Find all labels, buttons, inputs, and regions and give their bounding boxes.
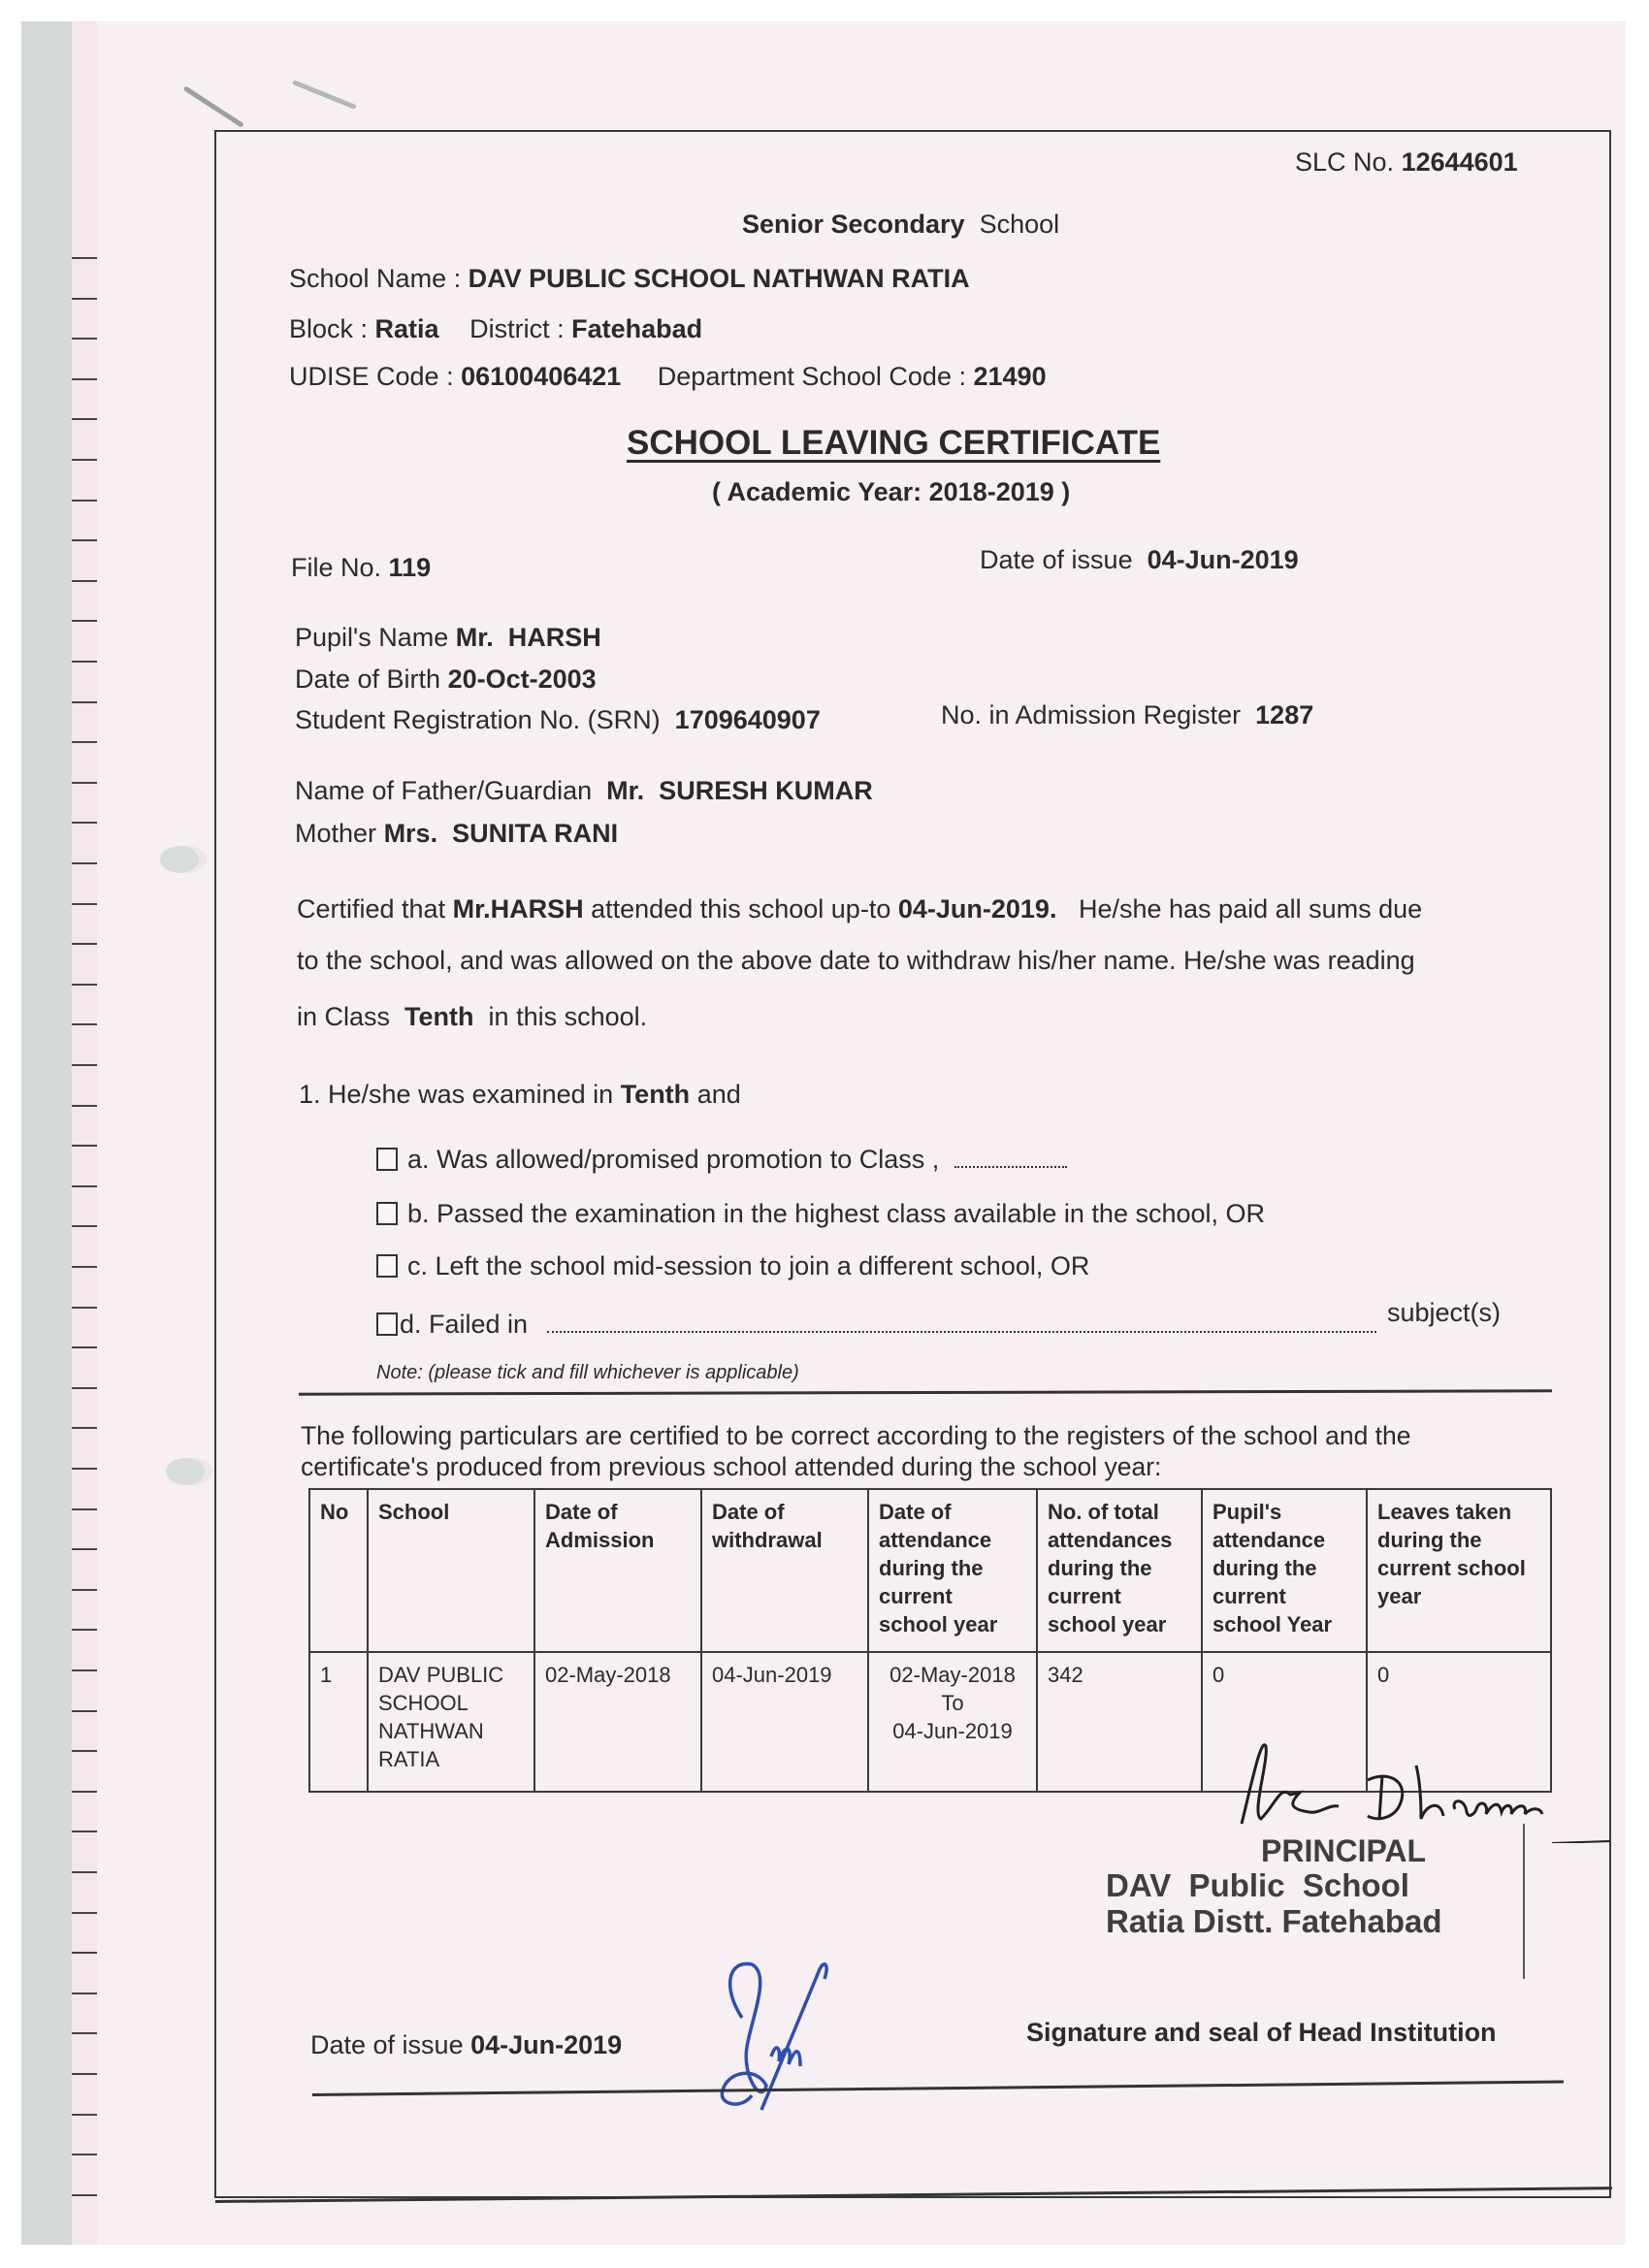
- table-header-row: [309, 1489, 1551, 1652]
- checkbox-option-c[interactable]: [376, 1254, 398, 1278]
- subjects-suffix: subject(s): [1387, 1298, 1502, 1327]
- margin-tick: [72, 1307, 97, 1309]
- margin-tick: [72, 338, 97, 340]
- column-header: No. of total attendances during the current school year: [1037, 1489, 1202, 1652]
- exam-class: Tenth: [620, 1080, 691, 1109]
- margin-tick: [72, 1548, 97, 1550]
- dept-code-value: 21490: [973, 362, 1047, 391]
- margin-tick: [72, 1225, 97, 1227]
- seal-principal: PRINCIPAL: [1261, 1833, 1427, 1868]
- margin-tick: [72, 500, 97, 502]
- margin-tick: [72, 1346, 97, 1348]
- attend-to: 04-Jun-2019: [892, 1719, 1013, 1743]
- statement-text: in this school.: [488, 1002, 648, 1031]
- exam-intro-text: 1. He/she was examined in: [299, 1080, 614, 1109]
- margin-tick: [72, 1952, 97, 1954]
- punch-hole: [160, 846, 199, 873]
- option-c-label: c. Left the school mid-session to join a different school, OR: [407, 1251, 1090, 1280]
- issue-label: Date of issue: [980, 545, 1133, 574]
- pupil-name-value: Mr. HARSH: [455, 623, 601, 652]
- statement-class: Tenth: [404, 1002, 474, 1031]
- footer-issue-date: [310, 2030, 622, 2060]
- block-value: Ratia: [374, 314, 439, 343]
- margin-tick: [72, 943, 97, 945]
- margin-tick: [72, 1629, 97, 1631]
- checkbox-option-d[interactable]: [376, 1312, 398, 1336]
- cell-total-attendances: 342: [1037, 1652, 1202, 1792]
- statement-line-2: to the school, and was allowed on the above date to withdraw his/her name. He/she was reading: [297, 946, 1415, 975]
- footer-issue-label: Date of issue: [310, 2030, 464, 2059]
- margin-tick: [72, 580, 97, 582]
- attend-from: 02-May-2018: [889, 1663, 1016, 1687]
- school-type-bold: Senior Secondary: [742, 210, 965, 239]
- srn-value: 1709640907: [674, 705, 821, 734]
- seal-edge-line: [1523, 1824, 1525, 1979]
- father-label: Name of Father/Guardian: [295, 776, 593, 805]
- checkbox-option-b[interactable]: [376, 1202, 398, 1225]
- margin-tick: [72, 1791, 97, 1793]
- margin-tick: [72, 2154, 97, 2155]
- cell-leaves: 0: [1367, 1652, 1551, 1792]
- seal-location: Ratia Distt. Fatehabad: [1106, 1903, 1442, 1939]
- statement-date: 04-Jun-2019.: [897, 894, 1057, 923]
- margin-tick: [72, 903, 97, 905]
- option-c[interactable]: [376, 1251, 1089, 1281]
- district-value: Fatehabad: [571, 314, 703, 343]
- district-label: District :: [469, 314, 565, 343]
- certificate-title: SCHOOL LEAVING CERTIFICATE: [627, 424, 1161, 462]
- srn-row: [295, 705, 821, 735]
- seal-school: DAV Public School: [1106, 1867, 1409, 1903]
- option-b-label: b. Passed the examination in the highest class available in the school, OR: [407, 1199, 1266, 1228]
- margin-tick: [72, 701, 97, 703]
- statement-text: attended this school up-to: [591, 894, 891, 923]
- margin-tick: [72, 741, 97, 743]
- margin-tick: [72, 2194, 97, 2196]
- statement-text: Certified that: [297, 894, 446, 923]
- margin-tick: [72, 2032, 97, 2034]
- statement-text: in Class: [297, 1002, 391, 1031]
- exam-note: Note: (please tick and fill whichever is applicable): [376, 1362, 799, 1383]
- pupil-name-label: Pupil's Name: [295, 623, 449, 652]
- column-header: Date of withdrawal: [701, 1489, 868, 1652]
- margin-tick: [72, 1266, 97, 1268]
- admission-row: [941, 700, 1313, 730]
- margin-tick: [72, 1387, 97, 1389]
- column-header: Pupil's attendance during the current school Year: [1202, 1489, 1367, 1652]
- cell-withdrawal: 04-Jun-2019: [701, 1652, 868, 1792]
- pupil-name-row: [295, 623, 601, 653]
- column-header: Date of Admission: [534, 1489, 701, 1652]
- margin-tick: [72, 459, 97, 461]
- column-header: No: [309, 1489, 368, 1652]
- admission-label: No. in Admission Register: [941, 700, 1242, 729]
- option-a[interactable]: [376, 1145, 1067, 1175]
- column-header: Date of attendance during the current school year: [868, 1489, 1037, 1652]
- option-b[interactable]: [376, 1199, 1265, 1229]
- statement-name: Mr.HARSH: [452, 894, 584, 923]
- file-number: [291, 553, 431, 583]
- dob-row: [295, 664, 597, 695]
- margin-tick: [72, 1871, 97, 1873]
- school-type-rest: School: [979, 210, 1060, 239]
- udise-label: UDISE Code :: [289, 362, 454, 391]
- margin-tick: [72, 862, 97, 864]
- srn-label: Student Registration No. (SRN): [295, 705, 661, 734]
- head-signature-label: Signature and seal of Head Institution: [1026, 2018, 1497, 2047]
- particulars-line-1: The following particulars are certified to be correct according to the registers of the school and the: [301, 1421, 1411, 1450]
- margin-tick: [72, 257, 97, 259]
- udise-value: 06100406421: [461, 362, 622, 391]
- margin-tick: [72, 418, 97, 420]
- option-d[interactable]: [376, 1310, 1376, 1340]
- punch-hole: [166, 1458, 205, 1485]
- margin-tick: [72, 298, 97, 300]
- checkbox-option-a[interactable]: [376, 1148, 398, 1171]
- margin-tick: [72, 984, 97, 986]
- margin-tick: [72, 1468, 97, 1470]
- academic-year-close: ): [1061, 477, 1071, 506]
- cell-school: DAV PUBLIC SCHOOL NATHWAN RATIA: [368, 1652, 534, 1792]
- statement-text: He/she has paid all sums due: [1078, 894, 1423, 923]
- dob-value: 20-Oct-2003: [447, 664, 597, 694]
- slc-value: 12644601: [1401, 147, 1518, 177]
- margin-tick: [72, 661, 97, 663]
- margin-tick: [72, 1710, 97, 1712]
- option-d-label: d. Failed in: [400, 1310, 529, 1339]
- academic-year-label: ( Academic Year:: [712, 477, 922, 506]
- school-type: [742, 210, 1059, 240]
- exam-intro: [299, 1080, 741, 1110]
- column-header: School: [368, 1489, 534, 1652]
- margin-tick: [72, 1185, 97, 1187]
- margin-tick: [72, 539, 97, 541]
- father-value: Mr. SURESH KUMAR: [606, 776, 873, 805]
- statement-line-1: [297, 894, 1422, 924]
- margin-tick: [72, 1750, 97, 1752]
- dept-code-label: Department School Code :: [657, 362, 966, 391]
- failed-subjects-blank: [547, 1330, 1376, 1333]
- cell-no: 1: [309, 1652, 368, 1792]
- option-a-label: a. Was allowed/promised promotion to Class ,: [407, 1145, 940, 1174]
- admission-value: 1287: [1255, 700, 1314, 729]
- father-row: [295, 776, 873, 806]
- column-header: Leaves taken during the current school year: [1367, 1489, 1551, 1652]
- margin-tick: [72, 2114, 97, 2116]
- mother-value: Mrs. SUNITA RANI: [383, 819, 619, 848]
- school-name-label: School Name :: [289, 264, 462, 293]
- margin-tick: [72, 1831, 97, 1832]
- footer-issue-value: 04-Jun-2019: [470, 2030, 623, 2059]
- margin-tick: [72, 2073, 97, 2075]
- slc-label: SLC No.: [1295, 147, 1395, 177]
- mother-row: [295, 819, 618, 849]
- margin-tick: [72, 1023, 97, 1025]
- margin-tick: [72, 1912, 97, 1914]
- margin-tick: [72, 1669, 97, 1671]
- block-district-row: [289, 314, 702, 344]
- attend-to-word: To: [941, 1691, 964, 1715]
- dob-label: Date of Birth: [295, 664, 441, 694]
- margin-tick: [72, 782, 97, 784]
- margin-tick: [72, 1993, 97, 1994]
- statement-line-3: [297, 1002, 647, 1032]
- codes-row: [289, 362, 1047, 392]
- school-name-row: [289, 264, 970, 294]
- file-label: File No.: [291, 553, 382, 582]
- block-label: Block :: [289, 314, 369, 343]
- margin-tick: [72, 620, 97, 622]
- issue-date-value: 04-Jun-2019: [1147, 545, 1299, 574]
- academic-year: [712, 477, 1070, 507]
- margin-tick: [72, 822, 97, 824]
- principal-signature: [1222, 1727, 1630, 1843]
- cell-attendance-period: [868, 1652, 1037, 1792]
- academic-year-value: 2018-2019: [928, 477, 1054, 506]
- file-value: 119: [388, 553, 432, 582]
- margin-tick: [72, 378, 97, 380]
- mother-label: Mother: [295, 819, 377, 848]
- particulars-line-2: certificate's produced from previous school attended during the school year:: [301, 1452, 1162, 1481]
- exam-intro-end: and: [696, 1080, 741, 1109]
- margin-tick: [72, 1427, 97, 1429]
- margin-tick: [72, 1105, 97, 1107]
- margin-tick: [72, 1508, 97, 1510]
- margin-tick: [72, 1064, 97, 1066]
- margin-tick: [72, 1145, 97, 1147]
- margin-tick: [72, 1589, 97, 1591]
- school-name-value: DAV PUBLIC SCHOOL NATHWAN RATIA: [468, 264, 970, 293]
- issue-date-top: [980, 545, 1299, 575]
- slc-number: [1295, 147, 1518, 178]
- class-blank: [954, 1165, 1067, 1168]
- cell-admission: 02-May-2018: [534, 1652, 701, 1792]
- cell-pupil-attendance: 0: [1202, 1652, 1367, 1792]
